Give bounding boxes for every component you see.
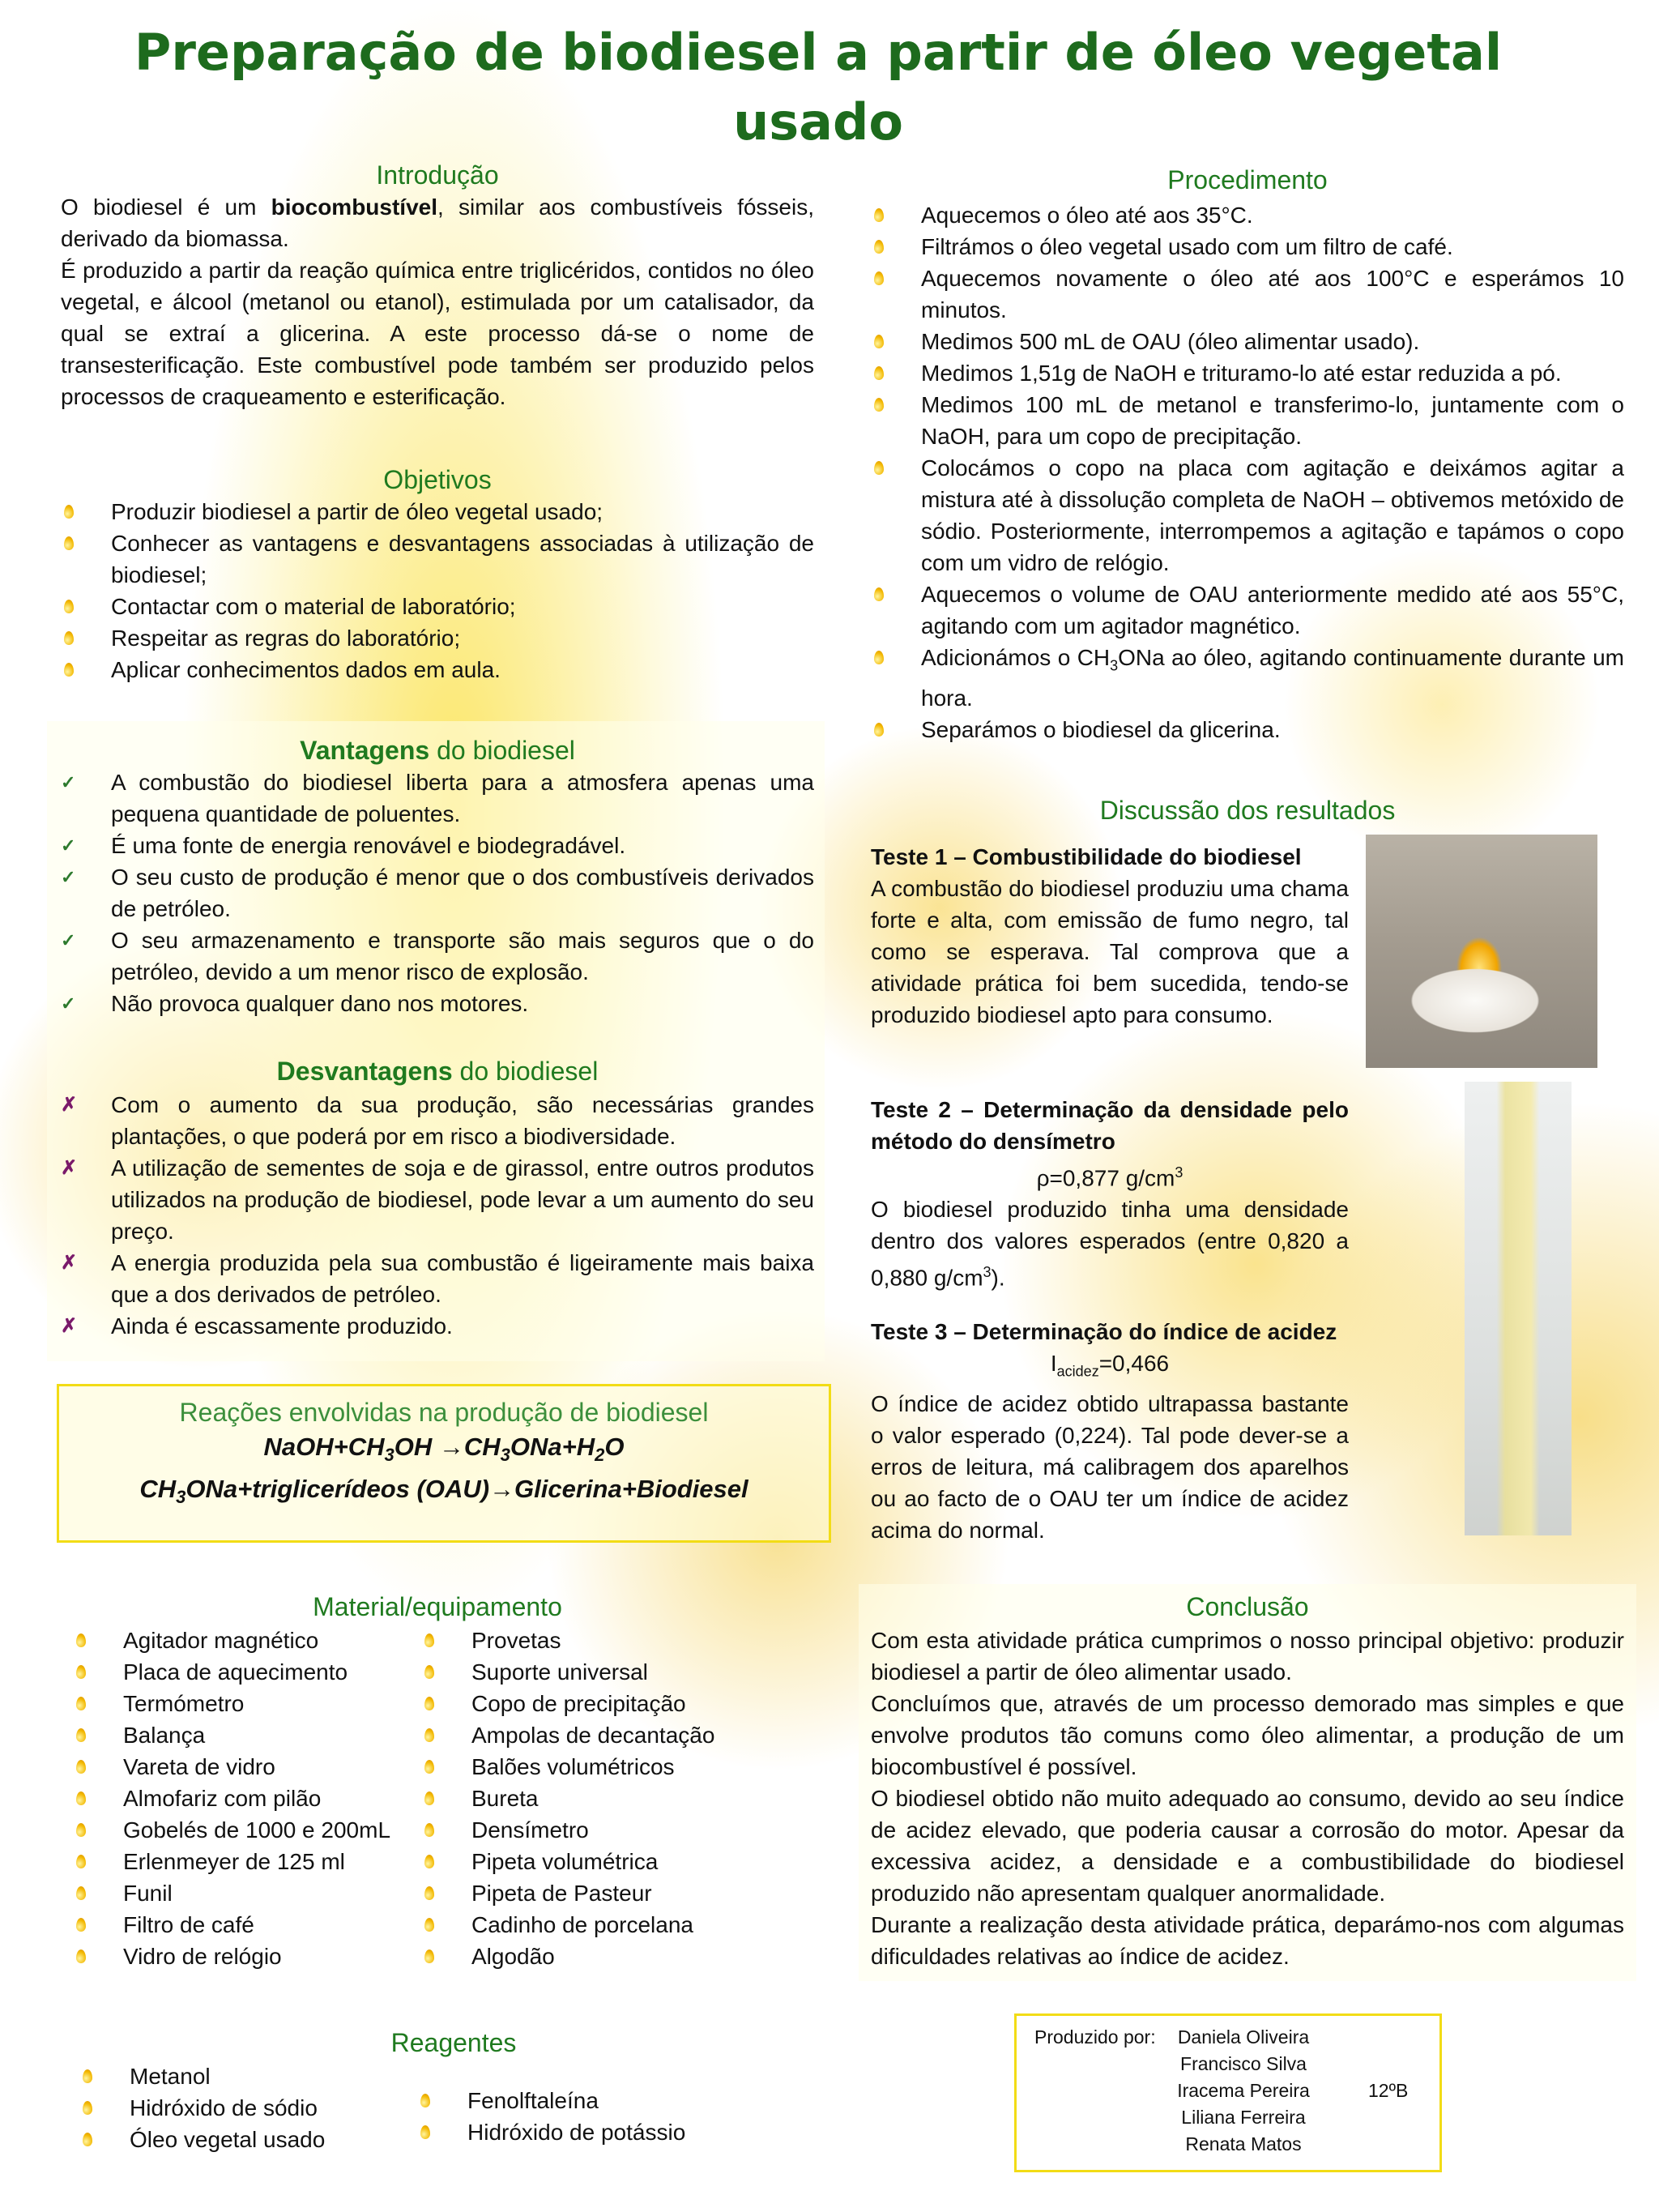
- material-text: Cadinho de porcelana: [471, 1912, 693, 1937]
- test-3-formula-sub: acidez: [1056, 1363, 1099, 1380]
- disadvantages-list: [61, 1089, 814, 1342]
- credit-name: Francisco Silva: [1180, 2053, 1307, 2074]
- test-2-formula-sup: 3: [1175, 1164, 1183, 1181]
- check-icon: ✓: [61, 993, 76, 1014]
- reagent-text: Óleo vegetal usado: [130, 2127, 326, 2152]
- procedure-step: [871, 452, 1624, 579]
- objective-item: [61, 622, 814, 654]
- oil-drop-icon: [79, 2098, 96, 2119]
- objective-item: [61, 527, 814, 591]
- disadvantage-item: [61, 1310, 814, 1342]
- advantage-item: [61, 767, 814, 830]
- procedure-text-sub: 3: [1110, 657, 1119, 674]
- material-text: Vareta de vidro: [123, 1754, 275, 1779]
- objective-text: Produzir biodiesel a partir de óleo vegetal usado;: [111, 499, 603, 524]
- reaction-1-part: ONa+H: [510, 1433, 595, 1461]
- reaction-1-sub: 2: [595, 1445, 605, 1466]
- oil-drop-icon: [73, 1630, 89, 1651]
- class-label: 12ºB: [1368, 2080, 1409, 2101]
- reagent-item: [79, 2060, 403, 2092]
- oil-drop-icon: [61, 596, 77, 617]
- test-3-title: Teste 3 – Determinação do índice de acidez: [871, 1319, 1337, 1344]
- test-2: [871, 1094, 1349, 1294]
- material-item: [421, 1909, 794, 1941]
- material-item: [73, 1783, 421, 1814]
- material-text: Placa de aquecimento: [123, 1659, 348, 1685]
- reaction-1-sub: 3: [500, 1445, 510, 1466]
- conclusion-paragraph: O biodiesel obtido não muito adequado ao consumo, devido ao seu índice de acidez elevado, que poderia causar a corrosão do motor. Apesar da excessiva acidez, a densidade e a combustibilidade do biodiesel produzido não apresentam qualquer anormalidade.: [871, 1786, 1624, 1906]
- advantage-item: [61, 988, 814, 1019]
- advantage-text: O seu armazenamento e transporte são mais seguros que o do petróleo, devido a um menor risco de explosão.: [111, 928, 814, 984]
- advantages-list: [61, 767, 814, 1019]
- oil-drop-icon: [421, 1630, 437, 1651]
- disadvantage-item: [61, 1152, 814, 1247]
- oil-drop-icon: [79, 2066, 96, 2087]
- material-text: Balança: [123, 1723, 206, 1748]
- material-text: Ampolas de decantação: [471, 1723, 715, 1748]
- disadvantage-text: A energia produzida pela sua combustão é ligeiramente mais baixa que a dos derivados de petróleo.: [111, 1250, 814, 1307]
- reagent-item: [417, 2116, 782, 2148]
- test-2-text-sup: 3: [983, 1264, 992, 1281]
- disadvantage-text: Ainda é escassamente produzido.: [111, 1313, 453, 1339]
- oil-drop-icon: [73, 1693, 89, 1715]
- test-1-title: Teste 1 – Combustibilidade do biodiesel: [871, 844, 1302, 869]
- cross-icon: ✗: [61, 1252, 78, 1274]
- objectives-heading: Objetivos: [383, 465, 492, 494]
- material-text: Funil: [123, 1881, 173, 1906]
- disadvantages-heading-rest: do biodiesel: [452, 1057, 599, 1086]
- reagent-item: [79, 2124, 403, 2155]
- oil-drop-icon: [871, 720, 887, 741]
- procedure-text: ONa ao óleo, agitando continuamente durante um hora.: [921, 645, 1625, 711]
- oil-drop-icon: [421, 1757, 437, 1778]
- intro-text-b: , similar aos combustíveis fósseis, derivado da biomassa.: [61, 194, 814, 251]
- test-1: [871, 841, 1349, 1031]
- oil-drop-icon: [421, 1662, 437, 1683]
- material-item: [73, 1625, 421, 1656]
- reaction-2-part: CH: [139, 1475, 177, 1504]
- disadvantage-text: Com o aumento da sua produção, são necessárias grandes plantações, o que poderá por em risco a biodiversidade.: [111, 1092, 814, 1149]
- oil-drop-icon: [73, 1851, 89, 1873]
- material-item: [73, 1719, 421, 1751]
- oil-drop-icon: [421, 1883, 437, 1904]
- material-text: Densímetro: [471, 1817, 589, 1843]
- procedure-list: [871, 199, 1624, 745]
- objective-text: Contactar com o material de laboratório;: [111, 594, 516, 619]
- material-item: [421, 1783, 794, 1814]
- procedure-text: Aquecemos novamente o óleo até aos 100°C e esperámos 10 minutos.: [921, 266, 1624, 322]
- conclusion-text: [871, 1625, 1624, 1972]
- advantages-heading: [61, 734, 814, 767]
- oil-drop-icon: [421, 1915, 437, 1936]
- material-item: [73, 1814, 421, 1846]
- test-3-text: O índice de acidez obtido ultrapassa bastante o valor esperado (0,224). Tal pode dever-se a erros de leitura, má calibragem dos aparelhos ou ao facto de o OAU ter um índice de acidez acima do normal.: [871, 1390, 1349, 1543]
- reagent-text: Hidróxido de sódio: [130, 2095, 318, 2120]
- reaction-2-sub: 3: [176, 1487, 186, 1508]
- material-item: [73, 1656, 421, 1688]
- oil-drop-icon: [73, 1788, 89, 1809]
- disadvantages-heading: [61, 1055, 814, 1087]
- material-item: [421, 1656, 794, 1688]
- cross-icon: ✗: [61, 1157, 78, 1179]
- material-text: Provetas: [471, 1628, 561, 1653]
- material-text: Agitador magnético: [123, 1628, 319, 1653]
- test-2-text: [871, 1194, 1349, 1293]
- oil-drop-icon: [871, 268, 887, 289]
- test-2-title: Teste 2 – Determinação da densidade pelo método do densímetro: [871, 1097, 1349, 1154]
- test-2-text-a: O biodiesel produzido tinha uma densidade dentro dos valores esperados (entre 0,820 a 0,880 g/cm: [871, 1197, 1349, 1291]
- advantage-item: [61, 861, 814, 925]
- advantage-item: [61, 830, 814, 861]
- check-icon: ✓: [61, 930, 76, 950]
- material-heading: Material/equipamento: [313, 1592, 562, 1621]
- oil-drop-icon: [417, 2090, 433, 2112]
- intro-heading: Introdução: [376, 160, 499, 190]
- reaction-1-part: OH →CH: [394, 1433, 501, 1461]
- oil-drop-icon: [73, 1725, 89, 1746]
- material-item: [421, 1846, 794, 1877]
- advantage-text: A combustão do biodiesel liberta para a atmosfera apenas uma pequena quantidade de poluentes.: [111, 770, 814, 826]
- procedure-text: Colocámos o copo na placa com agitação e deixámos agitar a mistura até à dissolução completa de NaOH – obtivemos metóxido de sódio. Posteriormente, interrompemos a agitação e tapámos o copo com um vidro de relógio.: [921, 455, 1624, 575]
- intro-text: [61, 191, 814, 412]
- procedure-step: [871, 642, 1624, 714]
- reaction-2: [59, 1472, 829, 1514]
- material-item: [421, 1877, 794, 1909]
- procedure-step: [871, 357, 1624, 389]
- conclusion-heading: Conclusão: [1186, 1592, 1309, 1621]
- material-text: Suporte universal: [471, 1659, 648, 1685]
- credit-name: Liliana Ferreira: [1181, 2107, 1306, 2128]
- intro-paragraph-2: É produzido a partir da reação química entre triglicéridos, contidos no óleo vegetal, e álcool (metanol ou etanol), estimulada por um catalisador, da qual se extraí a glicerina. A este processo dá-se o nome de transesterificação. Este combustível pode também ser produzido pelos processos de craqueamento e esterificação.: [61, 258, 814, 409]
- intro-text-bold: biocombustível: [271, 194, 438, 220]
- intro-text-a: O biodiesel é um: [61, 194, 271, 220]
- material-list-1: [73, 1625, 421, 1972]
- credits-box: [1014, 2013, 1442, 2172]
- combustion-photo: [1366, 835, 1597, 1068]
- advantage-item: [61, 925, 814, 988]
- objective-text: Respeitar as regras do laboratório;: [111, 626, 461, 651]
- check-icon: ✓: [61, 835, 76, 856]
- reagents-heading: Reagentes: [390, 2028, 517, 2057]
- credit-name: Renata Matos: [1185, 2133, 1302, 2154]
- material-text: Gobelés de 1000 e 200mL: [123, 1817, 391, 1843]
- credit-name: Iracema Pereira: [1177, 2080, 1310, 2101]
- reaction-1-part: NaOH+CH: [263, 1433, 385, 1461]
- disadvantage-text: A utilização de sementes de soja e de girassol, entre outros produtos utilizados na produção de biodiesel, pode levar a um aumento do seu preço.: [111, 1155, 814, 1244]
- conclusion-paragraph: Com esta atividade prática cumprimos o nosso principal objetivo: produzir biodiesel a partir de óleo alimentar usado.: [871, 1628, 1624, 1685]
- oil-drop-icon: [73, 1946, 89, 1967]
- material-item: [421, 1814, 794, 1846]
- oil-drop-icon: [421, 1788, 437, 1809]
- material-item: [73, 1909, 421, 1941]
- densimeter-photo: [1465, 1082, 1572, 1535]
- disadvantage-item: [61, 1247, 814, 1310]
- oil-drop-icon: [421, 1725, 437, 1746]
- reagent-text: Fenolftaleína: [467, 2088, 599, 2113]
- oil-drop-icon: [421, 1851, 437, 1873]
- material-text: Algodão: [471, 1944, 555, 1969]
- reactions-box: [57, 1384, 831, 1543]
- procedure-text: Adicionámos o CH: [921, 645, 1111, 670]
- discussion-heading: Discussão dos resultados: [1099, 796, 1396, 825]
- material-item: [73, 1688, 421, 1719]
- oil-drop-icon: [421, 1693, 437, 1715]
- reaction-1-part: O: [604, 1433, 625, 1461]
- oil-drop-icon: [61, 628, 77, 649]
- material-item: [73, 1846, 421, 1877]
- objective-item: [61, 654, 814, 685]
- cross-icon: ✗: [61, 1094, 78, 1116]
- material-text: Copo de precipitação: [471, 1691, 686, 1716]
- oil-drop-icon: [421, 1946, 437, 1967]
- objectives-list: [61, 496, 814, 685]
- procedure-step: [871, 231, 1624, 263]
- material-item: [73, 1877, 421, 1909]
- reactions-heading: Reações envolvidas na produção de biodiesel: [179, 1398, 709, 1427]
- reaction-1-sub: 3: [384, 1445, 394, 1466]
- cross-icon: ✗: [61, 1315, 78, 1337]
- reagent-item: [79, 2092, 403, 2124]
- material-item: [421, 1688, 794, 1719]
- test-3-formula-i: I: [1050, 1351, 1057, 1376]
- advantages-heading-bold: Vantagens: [300, 736, 430, 765]
- procedure-text: Aquecemos o volume de OAU anteriormente medido até aos 55°C, agitando com um agitador magnético.: [921, 582, 1624, 638]
- material-text: Pipeta volumétrica: [471, 1849, 659, 1874]
- procedure-step: [871, 263, 1624, 326]
- advantage-text: Não provoca qualquer dano nos motores.: [111, 991, 529, 1016]
- material-item: [421, 1719, 794, 1751]
- oil-drop-icon: [73, 1915, 89, 1936]
- objective-item: [61, 496, 814, 527]
- material-text: Filtro de café: [123, 1912, 254, 1937]
- oil-drop-icon: [61, 502, 77, 523]
- reaction-2-part: ONa+triglicerídeos (OAU)→Glicerina+Biodiesel: [186, 1475, 748, 1504]
- procedure-step: [871, 714, 1624, 745]
- oil-drop-icon: [871, 205, 887, 226]
- procedure-text: Aquecemos o óleo até aos 35°C.: [921, 203, 1253, 228]
- advantage-text: O seu custo de produção é menor que o dos combustíveis derivados de petróleo.: [111, 865, 814, 921]
- credits-names: [1154, 2024, 1333, 2158]
- check-icon: ✓: [61, 772, 76, 792]
- material-text: Vidro de relógio: [123, 1944, 282, 1969]
- oil-drop-icon: [421, 1820, 437, 1841]
- oil-drop-icon: [73, 1757, 89, 1778]
- advantage-text: É uma fonte de energia renovável e biodegradável.: [111, 833, 626, 858]
- oil-drop-icon: [61, 533, 77, 554]
- conclusion-paragraph: Durante a realização desta atividade prática, deparámo-nos com algumas dificuldades relativas ao índice de acidez.: [871, 1912, 1624, 1969]
- oil-drop-icon: [61, 660, 77, 681]
- oil-drop-icon: [871, 647, 887, 668]
- objective-text: Conhecer as vantagens e desvantagens associadas à utilização de biodiesel;: [111, 531, 814, 587]
- reagent-item: [417, 2085, 782, 2116]
- procedure-heading: Procedimento: [1167, 165, 1328, 194]
- oil-drop-icon: [73, 1820, 89, 1841]
- material-text: Bureta: [471, 1786, 539, 1811]
- material-list-2: [421, 1625, 794, 1972]
- oil-drop-icon: [871, 395, 887, 416]
- objective-text: Aplicar conhecimentos dados em aula.: [111, 657, 501, 682]
- material-item: [421, 1941, 794, 1972]
- disadvantage-item: [61, 1089, 814, 1152]
- procedure-text: Medimos 500 mL de OAU (óleo alimentar usado).: [921, 329, 1420, 354]
- reagent-text: Metanol: [130, 2064, 211, 2089]
- reagents-list-2: [417, 2085, 782, 2148]
- material-item: [421, 1751, 794, 1783]
- test-2-formula-text: ρ=0,877 g/cm: [1036, 1165, 1175, 1191]
- procedure-step: [871, 199, 1624, 231]
- material-item: [73, 1941, 421, 1972]
- reaction-1: [59, 1430, 829, 1472]
- oil-drop-icon: [871, 458, 887, 479]
- procedure-text: Separámos o biodiesel da glicerina.: [921, 716, 1281, 742]
- test-3: [871, 1316, 1349, 1546]
- procedure-text: Medimos 100 mL de metanol e transferimo-lo, juntamente com o NaOH, para um copo de precipitação.: [921, 392, 1624, 449]
- procedure-step: [871, 389, 1624, 452]
- material-text: Pipeta de Pasteur: [471, 1881, 652, 1906]
- credit-name: Daniela Oliveira: [1177, 2026, 1310, 2048]
- oil-drop-icon: [871, 363, 887, 384]
- test-1-text: A combustão do biodiesel produziu uma chama forte e alta, com emissão de fumo negro, tal como se esperava. Tal comprova que a atividade prática foi bem sucedida, tendo-se produzido biodiesel apto para consumo.: [871, 876, 1349, 1027]
- oil-drop-icon: [871, 584, 887, 605]
- test-2-text-b: ).: [991, 1265, 1005, 1291]
- procedure-text: Filtrámos o óleo vegetal usado com um filtro de café.: [921, 234, 1453, 259]
- oil-drop-icon: [73, 1662, 89, 1683]
- test-2-formula: [871, 1157, 1349, 1194]
- poster-title: Preparação de biodiesel a partir de óleo vegetal usado: [134, 23, 1503, 152]
- test-3-formula-value: =0,466: [1098, 1351, 1170, 1376]
- material-item: [73, 1751, 421, 1783]
- credits-label: Produzido por:: [1034, 2026, 1156, 2048]
- reagent-text: Hidróxido de potássio: [467, 2120, 686, 2145]
- conclusion-paragraph: Concluímos que, através de um processo demorado mas simples e que envolve produtos tão comuns como óleo alimentar, a produção de um biocombustível é possível.: [871, 1691, 1624, 1779]
- oil-drop-icon: [871, 331, 887, 352]
- reagents-list-1: [79, 2060, 403, 2155]
- advantages-heading-rest: do biodiesel: [429, 736, 575, 765]
- objective-item: [61, 591, 814, 622]
- test-3-formula: [871, 1347, 1349, 1388]
- material-text: Balões volumétricos: [471, 1754, 675, 1779]
- procedure-step: [871, 326, 1624, 357]
- oil-drop-icon: [79, 2129, 96, 2150]
- material-text: Termómetro: [123, 1691, 245, 1716]
- procedure-text: Medimos 1,51g de NaOH e trituramo-lo até estar reduzida a pó.: [921, 361, 1562, 386]
- material-text: Almofariz com pilão: [123, 1786, 322, 1811]
- check-icon: ✓: [61, 867, 76, 887]
- procedure-step: [871, 579, 1624, 642]
- oil-drop-icon: [871, 237, 887, 258]
- disadvantages-heading-bold: Desvantagens: [276, 1057, 453, 1086]
- oil-drop-icon: [417, 2122, 433, 2143]
- oil-drop-icon: [73, 1883, 89, 1904]
- material-text: Erlenmeyer de 125 ml: [123, 1849, 345, 1874]
- material-item: [421, 1625, 794, 1656]
